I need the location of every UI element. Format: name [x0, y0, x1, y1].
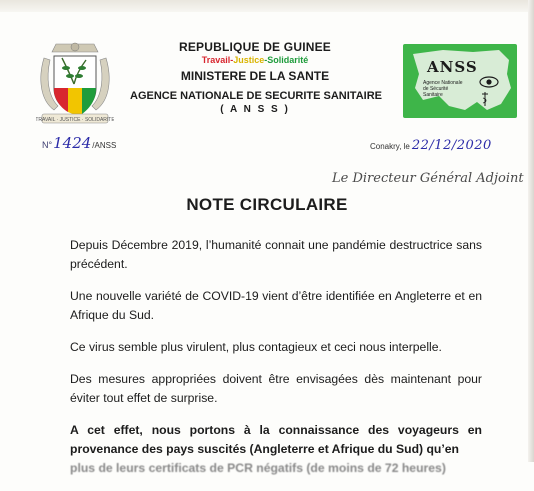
logo-title: ANSS	[427, 58, 478, 76]
reference-suffix: /ANSS	[92, 141, 117, 150]
paragraph: Depuis Décembre 2019, l’humanité connait une pandémie destructrice sans précédent.	[70, 238, 482, 271]
document-body	[70, 236, 482, 491]
ministry-name: MINISTERE DE LA SANTE	[180, 69, 330, 83]
signatory-title: Le Directeur Général Adjoint	[332, 171, 524, 186]
svg-text:TRAVAIL · JUSTICE · SOLIDARITE: TRAVAIL · JUSTICE · SOLIDARITE	[36, 117, 114, 123]
reference-handwritten-number: 1424	[53, 134, 92, 152]
motto-word-solidarite: Solidarité	[267, 55, 309, 65]
motto-word-justice: Justice	[233, 55, 265, 65]
paragraph: Une nouvelle variété de COVID-19 vient d’être identifiée en Angleterre et en Afrique du Sud.	[70, 289, 482, 322]
reference-prefix: N°	[42, 140, 53, 150]
national-motto: Travail-Justice-Solidarité	[201, 55, 309, 65]
anss-logo	[403, 44, 517, 118]
motto-word-travail: Travail	[201, 55, 231, 65]
document-date	[370, 138, 492, 153]
logo-subtitle: Agence Nationale de Sécurité Sanitaire	[423, 80, 463, 98]
agency-acronym: ( A N S S )	[220, 104, 290, 115]
paragraph: Ce virus semble plus virulent, plus contagieux et ceci nous interpelle.	[70, 340, 442, 354]
date-prefix: Conakry, le	[370, 142, 410, 151]
document-title: NOTE CIRCULAIRE	[186, 195, 348, 214]
paragraph: Des mesures appropriées doivent être envisagées dès maintenant pour éviter tout effet de surprise.	[70, 372, 482, 405]
date-handwritten-value: 22/12/2020	[411, 138, 492, 153]
paragraph-bold: A cet effet, nous portons à la connaissance des voyageurs en provenance des pays suscités (Angleterre et Afrique du Sud) qu’en	[70, 423, 482, 456]
agency-name: AGENCE NATIONALE DE SECURITE SANITAIRE	[130, 90, 382, 102]
letterhead	[130, 40, 380, 115]
page-right-edge	[528, 0, 534, 462]
coat-of-arms-emblem	[36, 38, 114, 128]
reference-number	[42, 134, 116, 152]
paragraph-cut-off: plus de leurs certificats de PCR négatifs (de moins de 72 heures)	[70, 461, 446, 475]
republic-name: REPUBLIQUE DE GUINEE	[178, 40, 332, 54]
page-top-edge	[0, 0, 534, 12]
